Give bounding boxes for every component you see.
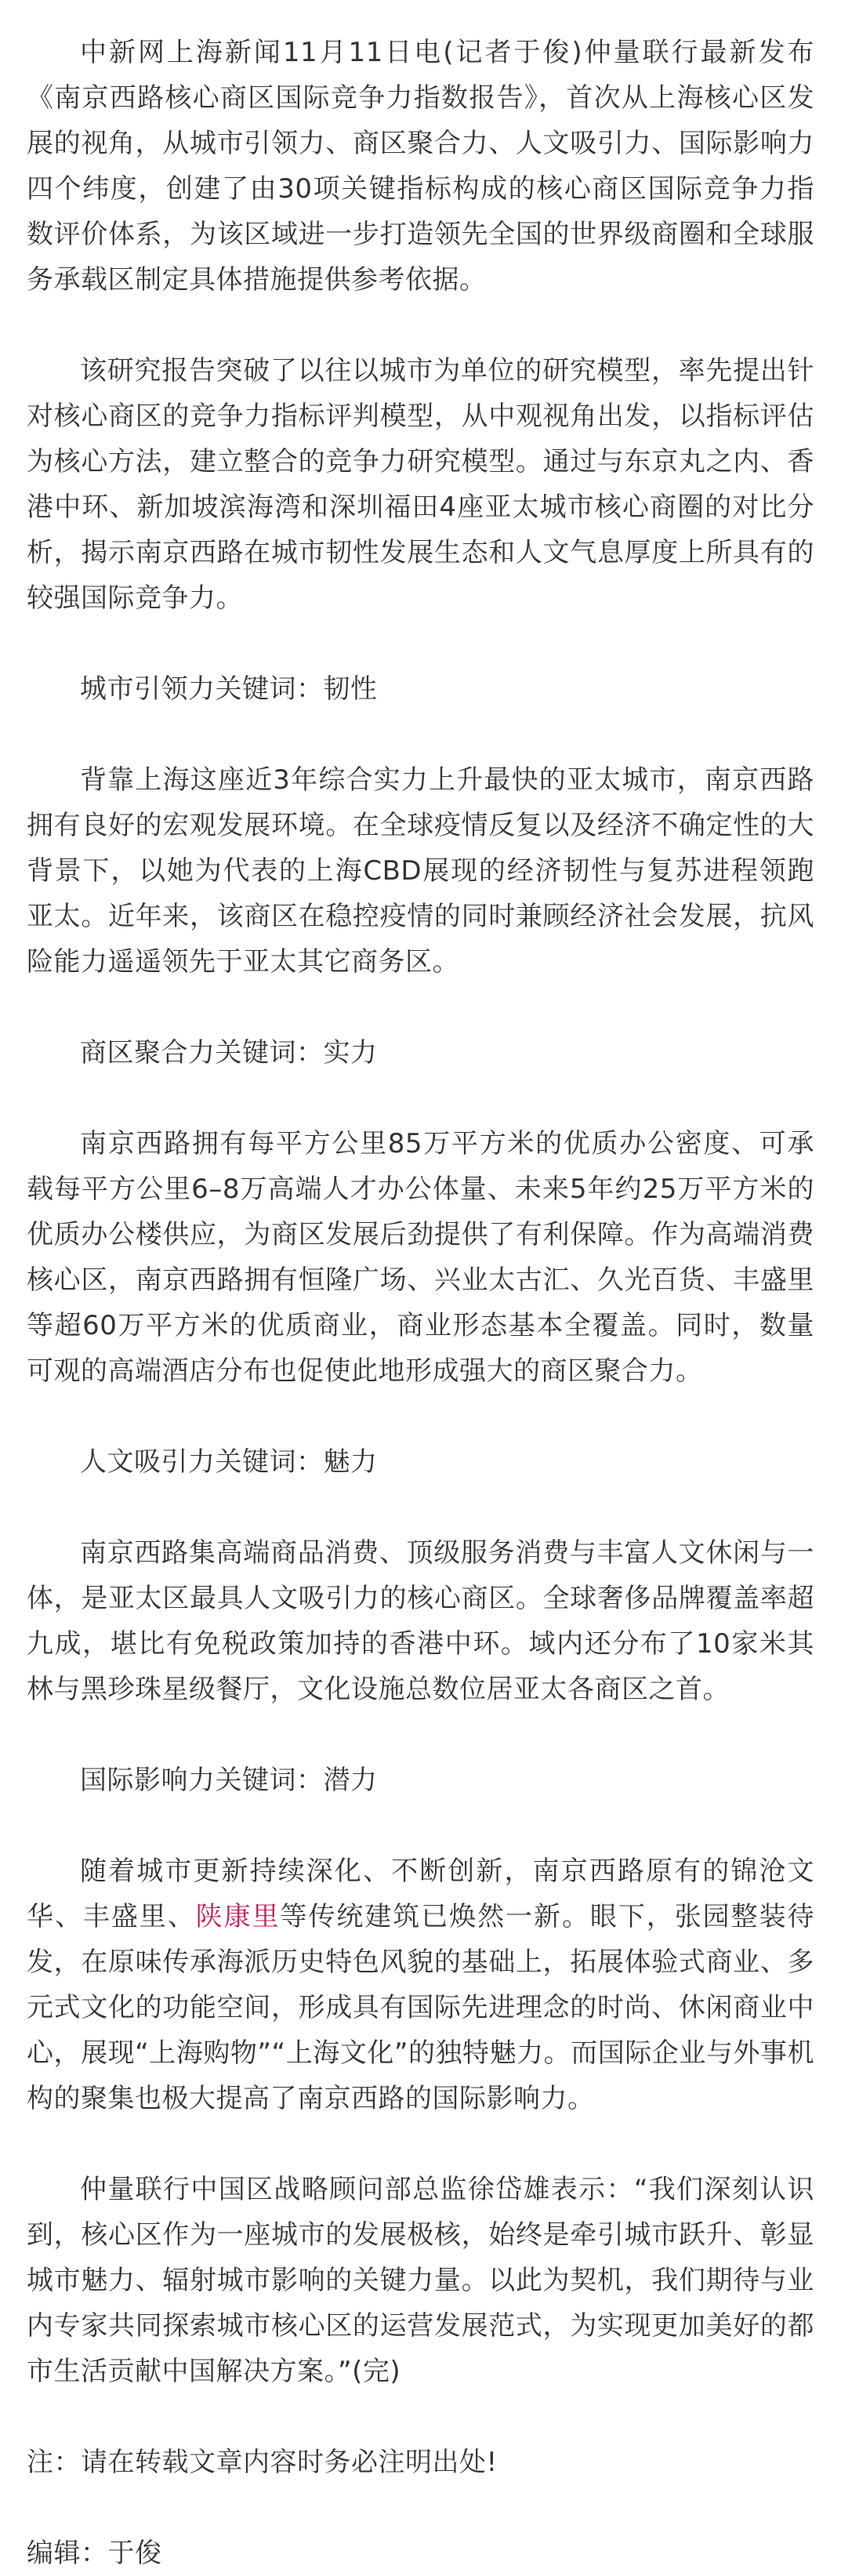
paragraph-intro: 中新网上海新闻11月11日电(记者于俊)仲量联行最新发布《南京西路核心商区国际竞争力指数报告》，首次从上海核心区发展的视角，从城市引领力、商区聚合力、人文吸引力、国际影响力四个纬度，创建了由30项关键指标构成的核心商区国际竞争力指数评价体系，为该区域进一步打造领先全国的世界级商圈和全球服务承载区制定具体措施提供参考依据。 — [27, 37, 814, 296]
section-heading-cultural-appeal: 人文吸引力关键词：魅力 — [80, 1446, 378, 1478]
paragraph-text-after-link: 等传统建筑已焕然一新。眼下，张园整装待发，在原味传承海派历史特色风貌的基础上，拓展体验式商业、多元式文化的功能空间，形成具有国际先进理念的时尚、休闲商业中心，展现“上海购物”“上海文化”的独特魅力。而国际企业与外事机构的聚集也极大提高了南京西路的国际影响力。 — [27, 1901, 815, 2114]
section-heading-international-influence: 国际影响力关键词：潜力 — [80, 1765, 378, 1796]
paragraph-cultural-appeal: 南京西路集高端商品消费、顶级服务消费与丰富人文休闲与一体，是亚太区最具人文吸引力的核心商区。全球奢侈品牌覆盖率超九成，堪比有免税政策加持的香港中环。域内还分布了10家米其林与黑珍珠星级餐厅，文化设施总数位居亚太各商区之首。 — [27, 1537, 814, 1705]
section-heading-city-leadership: 城市引领力关键词：韧性 — [80, 673, 378, 705]
reprint-note: 注：请在转载文章内容时务必注明出处! — [27, 2447, 498, 2478]
paragraph-international-influence — [27, 1849, 814, 2121]
paragraph-district-cohesion: 南京西路拥有每平方公里85万平方米的优质办公密度、可承载每平方公里6–8万高端人才办公体量、未来5年约25万平方米的优质办公楼供应，为商区发展后劲提供了有利保障。作为高端消费核心区，南京西路拥有恒隆广场、兴业太古汇、久光百货、丰盛里等超60万平方米的优质商业，商业形态基本全覆盖。同时，数量可观的高端酒店分布也促使此地形成强大的商区聚合力。 — [27, 1128, 814, 1387]
section-heading-district-cohesion: 商区聚合力关键词：实力 — [80, 1037, 378, 1068]
paragraph-text-before-link: 随着城市更新持续深化、不断创新，南京西路原有的锦沧文华、丰盛里、 — [27, 1856, 814, 1932]
paragraph-director-quote: 仲量联行中国区战略顾问部总监徐岱雄表示：“我们深刻认识到，核心区作为一座城市的发展极核，始终是牵引城市跃升、彰显城市魅力、辐射城市影响的关键力量。以此为契机，我们期待与业内专家共同探索城市核心区的运营发展范式，为实现更加美好的都市生活贡献中国解决方案。”(完) — [27, 2174, 814, 2387]
editor-credit: 编辑：于俊 — [27, 2538, 162, 2569]
shaankangli-link[interactable]: 陕康里 — [195, 1901, 281, 1932]
paragraph-city-leadership: 背靠上海这座近3年综合实力上升最快的亚太城市，南京西路拥有良好的宏观发展环境。在全球疫情反复以及经济不确定性的大背景下，以她为代表的上海CBD展现的经济韧性与复苏进程领跑亚太。近年来，该商区在稳控疫情的同时兼顾经济社会发展，抗风险能力遥遥领先于亚太其它商务区。 — [27, 764, 814, 978]
paragraph-research-model: 该研究报告突破了以往以城市为单位的研究模型，率先提出针对核心商区的竞争力指标评判模型，从中观视角出发，以指标评估为核心方法，建立整合的竞争力研究模型。通过与东京丸之内、香港中环、新加坡滨海湾和深圳福田4座亚太城市核心商圈的对比分析，揭示南京西路在城市韧性发展生态和人文气息厚度上所具有的较强国际竞争力。 — [27, 355, 814, 614]
